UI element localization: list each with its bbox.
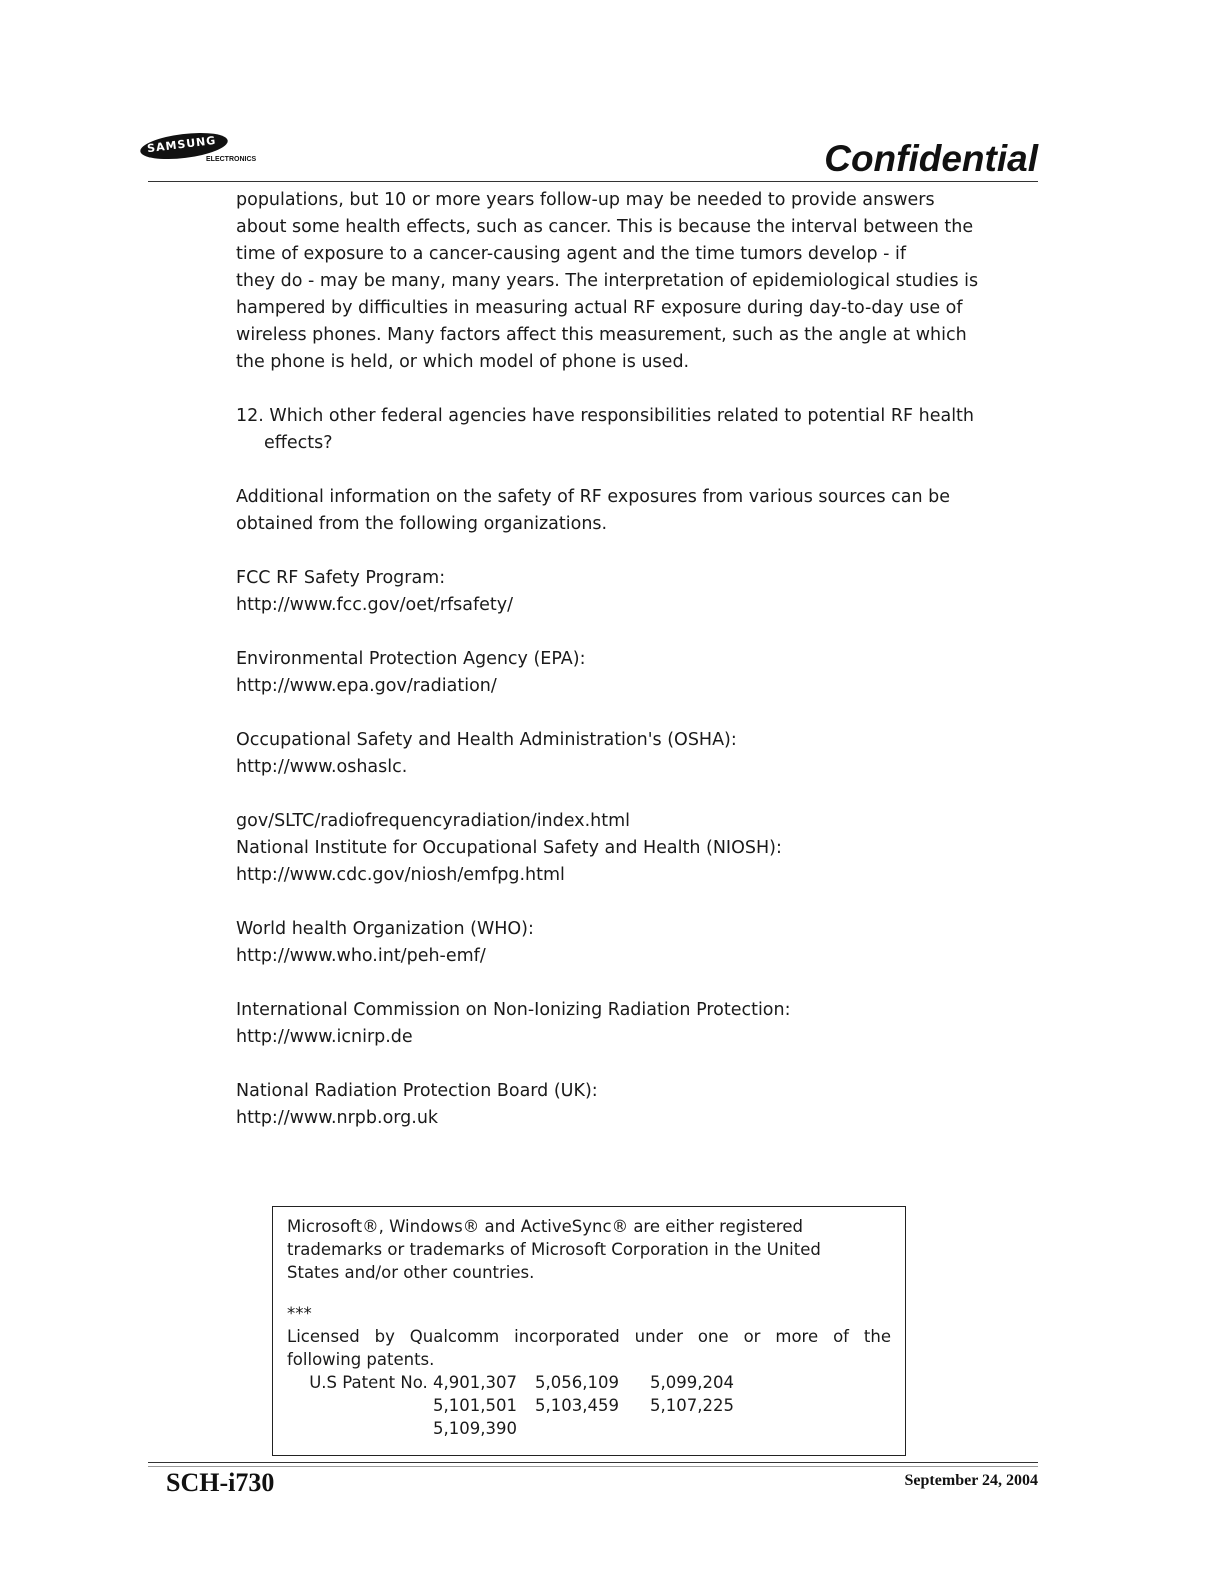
patent-cell: 5,056,109 <box>535 1373 619 1392</box>
trademark-notice-box <box>272 1206 906 1456</box>
trademark-line: States and/or other countries. <box>287 1263 535 1282</box>
intro-line: populations, but 10 or more years follow-up may be needed to provide answers <box>236 190 935 210</box>
additional-line: Additional information on the safety of RF exposures from various sources can be <box>236 487 951 507</box>
additional-line: obtained from the following organizations. <box>236 514 608 534</box>
samsung-logo <box>140 134 290 174</box>
license-line: Licensed by Qualcomm incorporated under one or more of the <box>287 1327 891 1346</box>
intro-line: time of exposure to a cancer-causing agent and the time tumors develop - if <box>236 244 907 264</box>
org-name: FCC RF Safety Program: <box>236 568 446 588</box>
patent-cell <box>650 1417 760 1440</box>
confidential-label: Confidential <box>824 138 1038 179</box>
intro-line: hampered by difficulties in measuring actual RF exposure during day-to-day use of <box>236 298 963 318</box>
logo-wordmark: SAMSUNG <box>146 133 218 156</box>
org-name: National Radiation Protection Board (UK): <box>236 1081 598 1101</box>
org-url[interactable]: http://www.oshaslc. <box>236 757 408 777</box>
footer-rule-secondary <box>148 1466 1038 1467</box>
patent-cell: 5,103,459 <box>535 1396 619 1415</box>
org-name: International Commission on Non-Ionizing Radiation Protection: <box>236 1000 791 1020</box>
separator: *** <box>287 1304 312 1323</box>
document-body <box>236 187 996 1132</box>
org-url[interactable]: http://www.epa.gov/radiation/ <box>236 676 497 696</box>
intro-line: wireless phones. Many factors affect this measurement, such as the angle at which <box>236 325 967 345</box>
intro-line: the phone is held, or which model of phone is used. <box>236 352 690 372</box>
intro-line: about some health effects, such as cancer. This is because the interval between the <box>236 217 974 237</box>
footer-rule <box>148 1462 1038 1463</box>
org-name: Environmental Protection Agency (EPA): <box>236 649 586 669</box>
question-heading: 12. Which other federal agencies have responsibilities related to potential RF health effects? <box>236 406 975 453</box>
org-url[interactable]: http://www.who.int/peh-emf/ <box>236 946 486 966</box>
patent-cell: 5,107,225 <box>650 1396 734 1415</box>
org-url[interactable]: http://www.nrpb.org.uk <box>236 1108 439 1128</box>
document-date: September 24, 2004 <box>904 1472 1038 1489</box>
patent-cell: 5,101,501 <box>433 1396 517 1415</box>
header-rule <box>148 181 1038 182</box>
patent-cell: U.S Patent No. 4,901,307 <box>309 1373 517 1392</box>
patent-cell: 5,109,390 <box>433 1419 517 1438</box>
trademark-line: trademarks or trademarks of Microsoft Corporation in the United <box>287 1240 821 1259</box>
org-url[interactable]: http://www.icnirp.de <box>236 1027 413 1047</box>
logo-subtitle: ELECTRONICS <box>206 156 257 163</box>
model-number: SCH-i730 <box>166 1468 275 1497</box>
org-url[interactable]: http://www.fcc.gov/oet/rfsafety/ <box>236 595 514 615</box>
org-name: World health Organization (WHO): <box>236 919 534 939</box>
intro-line: they do - may be many, many years. The interpretation of epidemiological studies is <box>236 271 979 291</box>
patent-cell <box>535 1417 650 1440</box>
org-name: National Institute for Occupational Safety and Health (NIOSH): <box>236 838 782 858</box>
org-name: Occupational Safety and Health Administration's (OSHA): <box>236 730 737 750</box>
patent-cell: 5,099,204 <box>650 1373 734 1392</box>
org-url[interactable]: http://www.cdc.gov/niosh/emfpg.html <box>236 865 565 885</box>
patent-table <box>287 1371 905 1440</box>
trademark-line: Microsoft®, Windows® and ActiveSync® are either registered <box>287 1217 803 1236</box>
license-line: following patents. <box>287 1350 435 1369</box>
org-url-continuation[interactable]: gov/SLTC/radiofrequencyradiation/index.html <box>236 811 630 831</box>
